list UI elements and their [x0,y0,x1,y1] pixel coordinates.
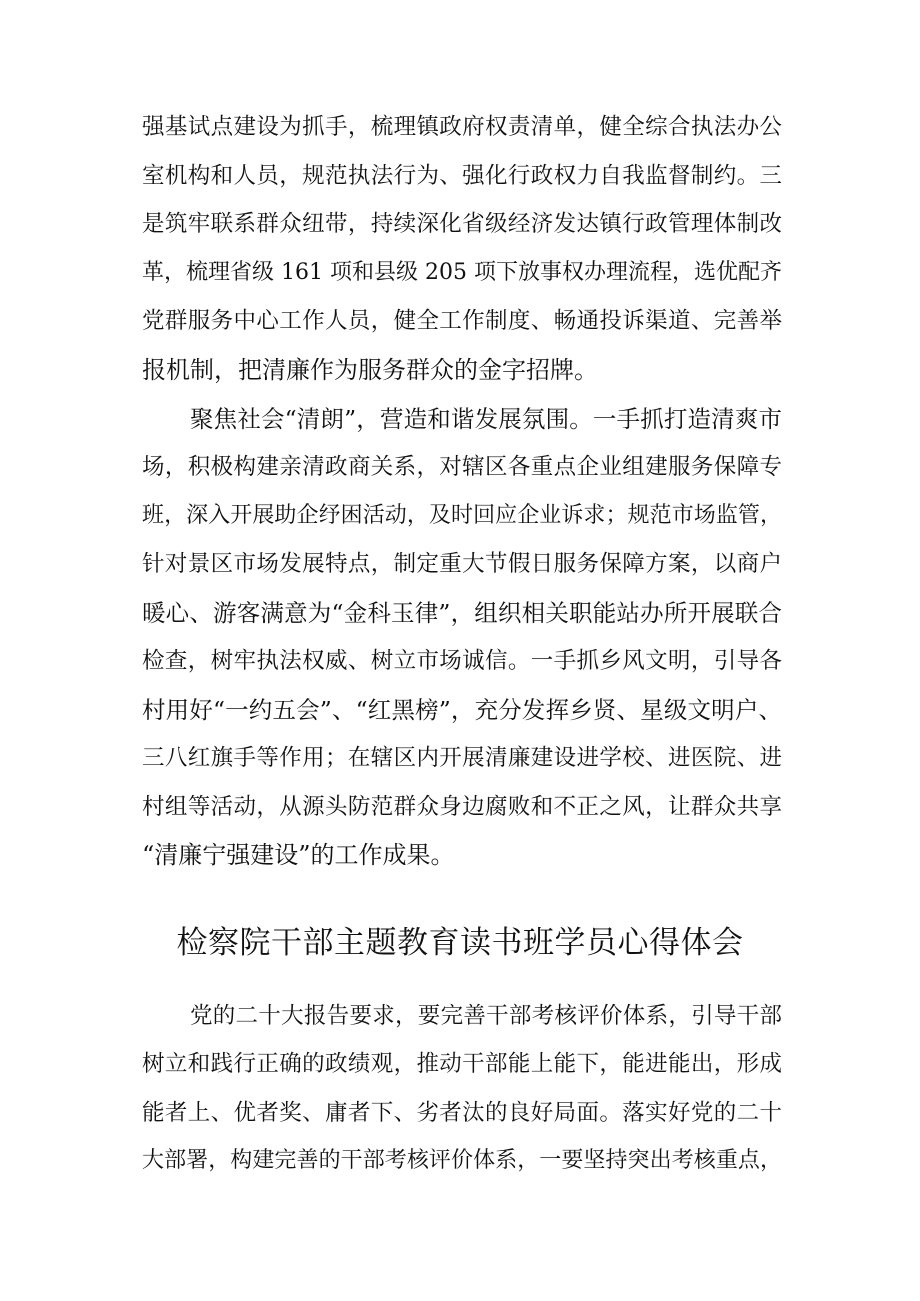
paragraph-line: 暖心、游客满意为“金科玉律”，组织相关职能站办所开展联合 [142,599,782,627]
paragraph-line: 党群服务中心工作人员，健全工作制度、畅通投诉渠道、完善举 [142,308,782,334]
paragraph-first-line: 聚焦社会“清朗”，营造和谐发展氛围。一手抓打造清爽市 [190,405,782,433]
paragraph-line: 村组等活动，从源头防范群众身边腐败和不正之风，让群众共享 [142,794,782,820]
paragraph-line: 班，深入开展助企纾困活动，及时回应企业诉求；规范市场监管， [142,503,782,528]
paragraph-line: 三八红旗手等作用；在辖区内开展清廉建设进学校、进医院、进 [142,745,782,771]
paragraph-line: 大部署，构建完善的干部考核评价体系，一要坚持突出考核重点， [142,1148,782,1173]
paragraph-line: 场，积极构建亲清政商关系，对辖区各重点企业组建服务保障专 [142,454,782,480]
paragraph-line: 检查，树牢执法权威、树立市场诚信。一手抓乡风文明，引导各 [142,648,782,674]
paragraph-line: “清廉宁强建设”的工作成果。 [142,841,455,869]
article-title: 检察院干部主题教育读书班学员心得体会 [176,925,744,961]
paragraph-line: 强基试点建设为抓手，梳理镇政府权责清单，健全综合执法办公 [142,114,782,140]
paragraph-line: 报机制，把清廉作为服务群众的金字招牌。 [142,356,598,384]
paragraph-line: 室机构和人员，规范执法行为、强化行政权力自我监督制约。三 [142,163,782,189]
paragraph-line: 村用好“一约五会”、“红黑榜”，充分发挥乡贤、星级文明户、 [142,696,782,724]
paragraph-line: 革，梳理省级 161 项和县级 205 项下放事权办理流程，选优配齐 [142,260,782,285]
paragraph-first-line: 党的二十大报告要求，要完善干部考核评价体系，引导干部 [190,1003,782,1029]
paragraph-line: 是筑牢联系群众纽带，持续深化省级经济发达镇行政管理体制改 [142,211,782,237]
paragraph-line: 能者上、优者奖、庸者下、劣者汰的良好局面。落实好党的二十 [142,1100,782,1126]
paragraph-line: 针对景区市场发展特点，制定重大节假日服务保障方案，以商户 [142,551,782,577]
paragraph-line: 树立和践行正确的政绩观，推动干部能上能下，能进能出，形成 [142,1051,782,1077]
